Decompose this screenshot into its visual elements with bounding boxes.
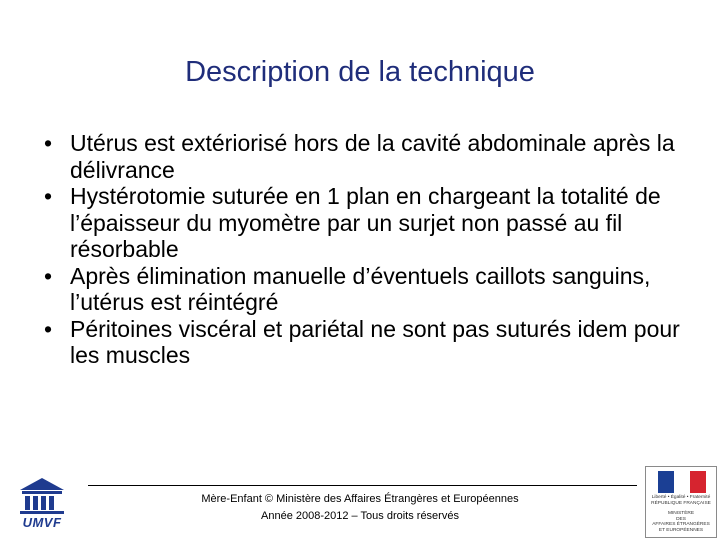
bullet-item bbox=[44, 183, 694, 263]
ministry-tagline: Liberté • Égalité • Fraternité bbox=[651, 495, 711, 500]
bullet-marker: • bbox=[44, 262, 53, 289]
ministry-republic: RÉPUBLIQUE FRANÇAISE bbox=[651, 501, 711, 506]
umvf-logo-text: UMVF bbox=[22, 515, 62, 530]
bullet-text: Hystérotomie suturée en 1 plan en chargeant la totalité de l’épaisseur du myomètre par un surjet non passé au fil résorbable bbox=[70, 183, 661, 262]
bullet-marker: • bbox=[44, 183, 53, 209]
bullet-list bbox=[44, 130, 694, 369]
bullet-item bbox=[44, 316, 694, 369]
french-flag-icon bbox=[658, 471, 706, 493]
bullet-item bbox=[44, 263, 694, 316]
ministry-line: AFFAIRES ÉTRANGÈRES bbox=[652, 522, 710, 527]
ministry-line: MINISTÈRE bbox=[667, 511, 695, 516]
bullet-marker: • bbox=[44, 315, 53, 342]
bullet-text: Après élimination manuelle d’éventuels caillots sanguins, l’utérus est réintégré bbox=[70, 262, 651, 315]
bullet-item bbox=[44, 130, 694, 183]
french-republic-logo bbox=[645, 466, 717, 538]
footer bbox=[140, 491, 580, 525]
bullet-text: Péritoines viscéral et pariétal ne sont pas suturés idem pour les muscles bbox=[70, 315, 680, 368]
footer-rights: Année 2008-2012 – Tous droits réservés bbox=[261, 510, 459, 522]
bullet-marker: • bbox=[44, 130, 53, 156]
slide-title: Description de la technique bbox=[185, 56, 535, 88]
bullet-text: Utérus est extériorisé hors de la cavité abdominale après la délivrance bbox=[70, 130, 675, 183]
footer-copyright: Mère-Enfant © Ministère des Affaires Étrangères et Européennes bbox=[201, 493, 519, 505]
ministry-line: DES bbox=[676, 516, 686, 522]
ministry-line: ET EUROPÉENNES bbox=[658, 527, 704, 533]
footer-divider bbox=[88, 485, 637, 486]
